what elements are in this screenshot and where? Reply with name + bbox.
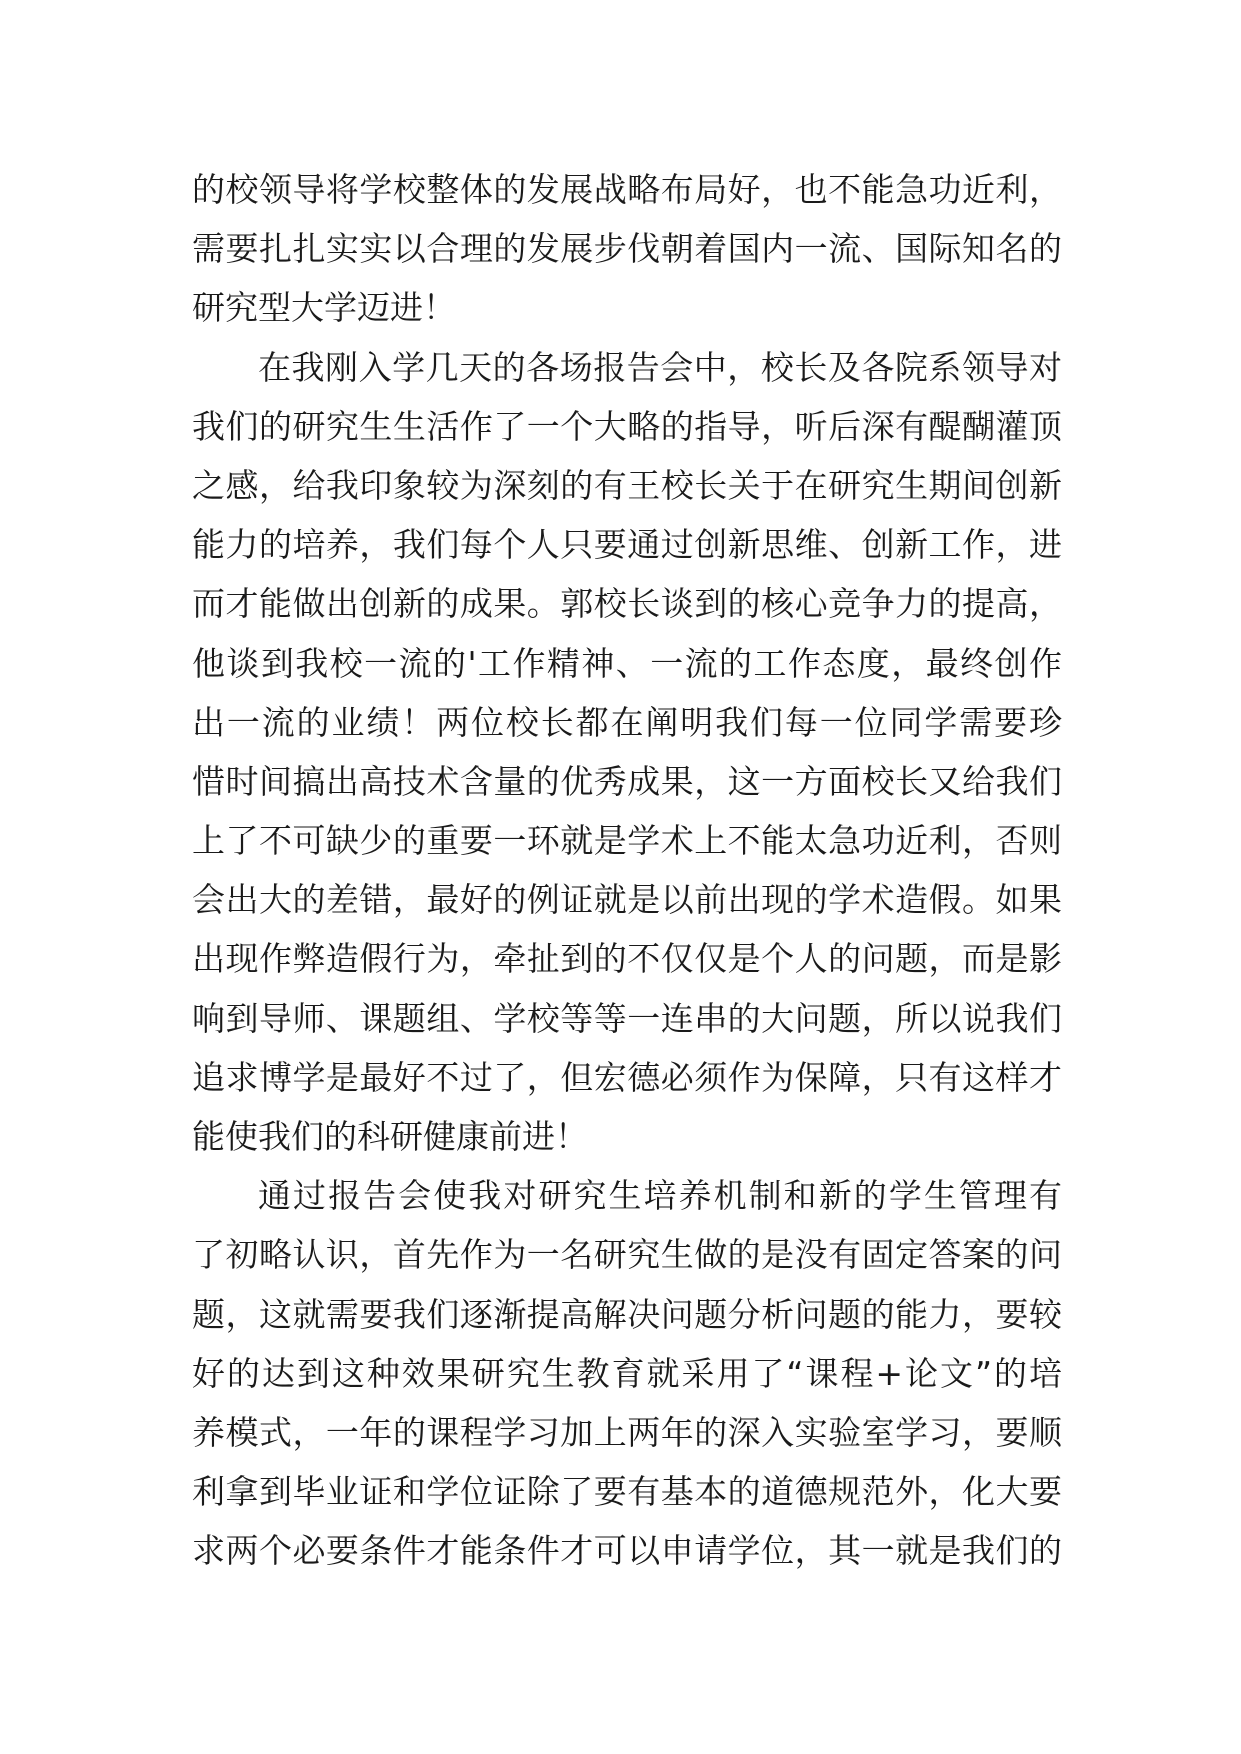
text-line: 求两个必要条件才能条件才可以申请学位，其一就是我们的 (192, 1531, 1062, 1571)
text-line: 在我刚入学几天的各场报告会中，校长及各院系领导对 (258, 347, 1062, 387)
text-line: 出现作弊造假行为，牵扯到的不仅仅是个人的问题，而是影 (192, 939, 1062, 979)
text-line: 需要扎扎实实以合理的发展步伐朝着国内一流、国际知名的 (192, 229, 1062, 269)
text-line: 之感，给我印象较为深刻的有王校长关于在研究生期间创新 (192, 465, 1062, 505)
text-line: 能使我们的科研健康前进！ (192, 1117, 588, 1156)
body-text (192, 160, 1062, 1581)
text-line: 追求博学是最好不过了，但宏德必须作为保障，只有这样才 (192, 1057, 1062, 1097)
text-line: 的校领导将学校整体的发展战略布局好，也不能急功近利， (192, 170, 1062, 209)
text-line: 我们的研究生生活作了一个大略的指导，听后深有醍醐灌顶 (192, 406, 1062, 446)
text-line: 题，这就需要我们逐渐提高解决问题分析问题的能力，要较 (192, 1294, 1062, 1334)
text-line: 了初略认识，首先作为一名研究生做的是没有固定答案的问 (192, 1235, 1062, 1275)
text-line: 通过报告会使我对研究生培养机制和新的学生管理有 (258, 1176, 1062, 1216)
text-line: 上了不可缺少的重要一环就是学术上不能太急功近利，否则 (192, 821, 1062, 861)
text-line: 惜时间搞出高技术含量的优秀成果，这一方面校长又给我们 (192, 761, 1062, 801)
text-line: 能力的培养，我们每个人只要通过创新思维、创新工作，进 (192, 525, 1062, 565)
text-line: 研究型大学迈进！ (192, 288, 456, 328)
text-line: 养模式，一年的课程学习加上两年的深入实验室学习，要顺 (192, 1412, 1062, 1452)
text-line: 出一流的业绩！两位校长都在阐明我们每一位同学需要珍 (192, 702, 1062, 742)
text-line: 利拿到毕业证和学位证除了要有基本的道德规范外，化大要 (192, 1472, 1062, 1512)
text-line: 而才能做出创新的成果。郭校长谈到的核心竞争力的提高， (192, 584, 1062, 624)
text-line: 好的达到这种效果研究生教育就采用了“课程+论文”的培 (192, 1353, 1062, 1393)
text-line: 响到导师、课题组、学校等等一连串的大问题，所以说我们 (192, 998, 1062, 1038)
text-line: 会出大的差错，最好的例证就是以前出现的学术造假。如果 (192, 880, 1062, 920)
text-line: 他谈到我校一流的'工作精神、一流的工作态度，最终创作 (192, 643, 1062, 683)
